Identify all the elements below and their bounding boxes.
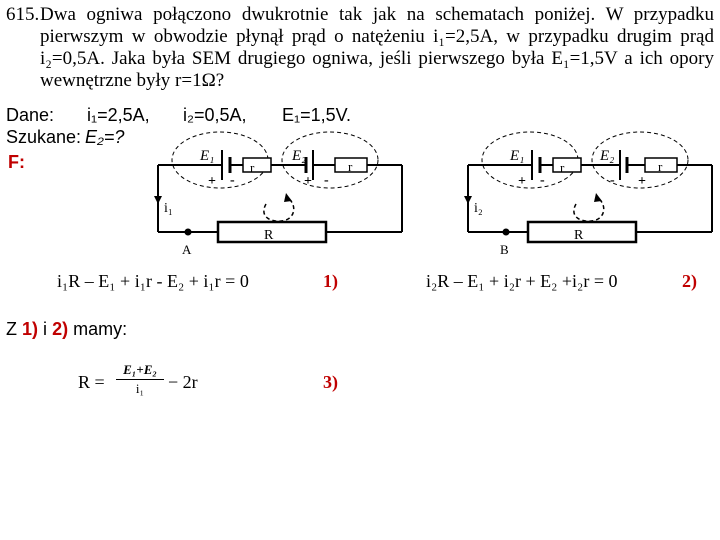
label-minus-1: - xyxy=(540,173,545,188)
node-A xyxy=(185,229,192,236)
label-plus-2: + xyxy=(638,174,646,189)
sought-value: E₂=? xyxy=(85,127,125,147)
label-plus-1: + xyxy=(208,174,216,189)
sought-label: Szukane: xyxy=(6,127,82,147)
equation-2-number: 2) xyxy=(682,271,697,291)
equation-3-tail: − 2r xyxy=(168,372,198,392)
combine-ref-2: 2) xyxy=(52,319,69,339)
label-minus-2: - xyxy=(610,173,615,188)
label-R: R xyxy=(574,228,584,243)
label-node: B xyxy=(500,242,509,257)
equation-3-fraction xyxy=(116,362,164,397)
label-minus-2: - xyxy=(324,173,329,188)
label-r2: r xyxy=(658,159,663,174)
problem-text: Dwa ogniwa połączono dwukrotnie tak jak na schematach poniżej. W przypadku pierwszym w obwodzie płynął prąd o natężeniu i₁=2,5A, w przypadku drugim prąd i₂=0,5A. Jaka była SEM drugiego ogniwa, jeśli pierwszego była E₁=1,5V a ich opory wewnętrzne były r=1Ω? xyxy=(40,4,714,91)
equation-3-lhs: R = xyxy=(78,372,105,392)
current-arrow-icon xyxy=(154,196,162,204)
label-r1: r xyxy=(560,160,565,175)
label-node: A xyxy=(182,242,192,257)
equation-1-number: 1) xyxy=(323,271,338,291)
combine-and: i xyxy=(43,319,48,339)
given-e1: E₁=1,5V. xyxy=(282,105,351,125)
label-plus-1: + xyxy=(518,174,526,189)
loop-direction-arrow xyxy=(574,198,604,221)
label-R: R xyxy=(264,228,274,243)
given-label: Dane: xyxy=(6,105,55,125)
current-arrow-icon xyxy=(464,196,472,204)
combine-suffix: mamy: xyxy=(73,319,128,339)
label-r2: r xyxy=(348,159,353,174)
loop-arrowhead-icon xyxy=(284,193,292,202)
label-plus-2: + xyxy=(304,174,312,189)
circuit-1-diagram xyxy=(150,120,410,260)
label-e2: E₂ xyxy=(600,148,615,164)
fraction-numerator: E₁+E₂ xyxy=(116,362,164,380)
fraction-denominator: i₁ xyxy=(135,381,145,396)
combine-ref-1: 1) xyxy=(22,319,39,339)
circuit-2-diagram xyxy=(460,120,720,260)
loop-arrowhead-icon xyxy=(594,193,602,202)
node-B xyxy=(503,229,510,236)
physics-label: F: xyxy=(8,152,25,172)
label-e1: E₁ xyxy=(510,148,525,164)
resistor-r1 xyxy=(243,158,271,172)
label-minus-1: - xyxy=(230,173,235,188)
given-i1: i₁=2,5A, xyxy=(87,105,150,125)
combine-line xyxy=(6,319,127,340)
resistor-r1 xyxy=(553,158,581,172)
loop-direction-arrow xyxy=(264,198,294,221)
label-e1: E₁ xyxy=(200,148,215,164)
combine-prefix: Z xyxy=(6,319,17,339)
given-i2: i₂=0,5A, xyxy=(183,105,247,125)
label-r1: r xyxy=(250,160,255,175)
equation-2: i₂R – E₁ + i₂r + E₂ +i₂r = 0 xyxy=(426,271,618,291)
equation-1: i₁R – E₁ + i₁r - E₂ + i₁r = 0 xyxy=(57,271,249,291)
label-current: i₂ xyxy=(474,201,483,216)
label-e2: E₂ xyxy=(292,148,307,164)
equation-3-number: 3) xyxy=(323,372,338,392)
label-current: i₁ xyxy=(164,201,173,216)
problem-number: 615. xyxy=(6,4,40,25)
